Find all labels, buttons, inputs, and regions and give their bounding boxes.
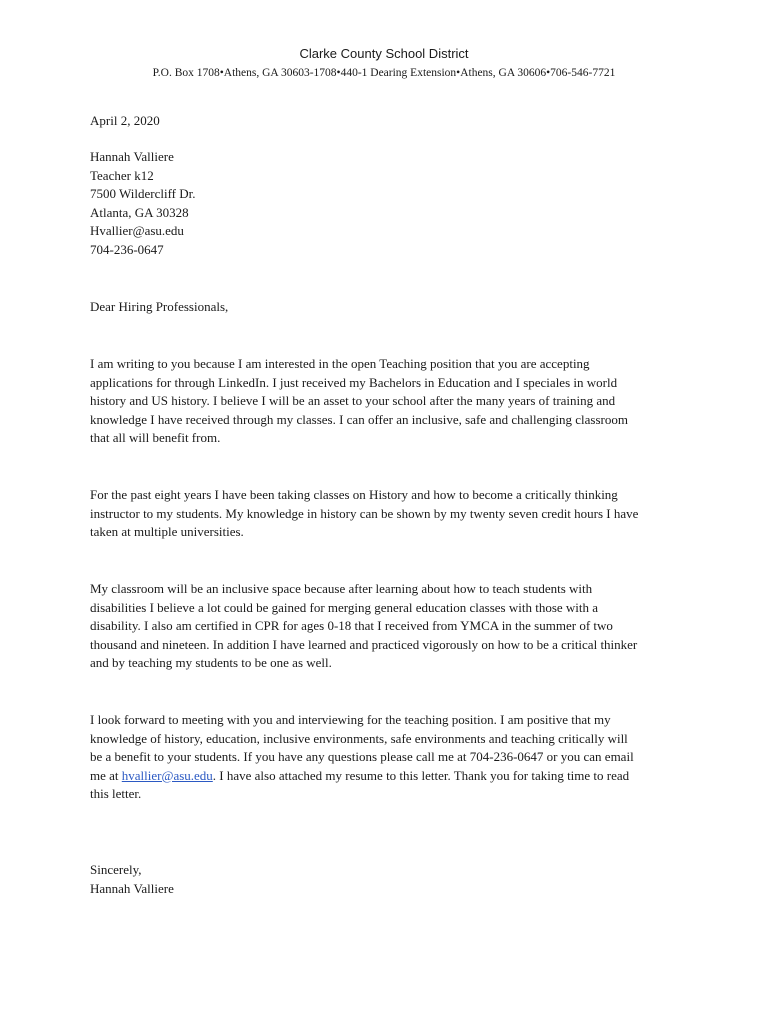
- paragraph-line: thousand and nineteen. In addition I have learned and practiced vigorously on how to be a critical thinker: [90, 636, 638, 652]
- paragraph-line: My classroom will be an inclusive space because after learning about how to teach students with: [90, 581, 593, 596]
- email-link[interactable]: hvallier@asu.edu: [121, 767, 213, 783]
- paragraph-line: be a benefit to your students. If you have any questions please call me at 704-236-0647 or you can email: [90, 749, 634, 764]
- paragraph-line: disabilities I believe a lot could be gained for merging general education classes with those with a: [90, 599, 599, 615]
- paragraph-line: this letter.: [90, 786, 142, 801]
- letterhead-address: P.O. Box 1708•Athens, GA 30603-1708•440-1 Dearing Extension•Athens, GA 30606•706-546-7721: [152, 67, 616, 79]
- paragraph-classroom: [90, 580, 690, 673]
- paragraph-line: taken at multiple universities.: [90, 524, 244, 539]
- paragraph-line: that all will benefit from.: [90, 430, 221, 445]
- paragraph-experience: [90, 486, 690, 542]
- paragraph-line: instructor to my students. My knowledge in history can be shown by my twenty seven credit hours I have: [90, 505, 639, 521]
- paragraph-line: I look forward to meeting with you and interviewing for the teaching position. I am positive that my: [90, 712, 611, 727]
- paragraph-line: disability. I also am certified in CPR for ages 0-18 that I received from YMCA in the summer of two: [90, 618, 613, 633]
- sender-street: 7500 Wildercliff Dr.: [90, 186, 196, 201]
- sender-email: Hvallier@asu.edu: [90, 223, 184, 238]
- paragraph-line: applications for through LinkedIn. I just received my Bachelors in Education and I speciales in world: [90, 374, 618, 390]
- signature-name: Hannah Valliere: [90, 880, 174, 896]
- valediction: Sincerely,: [90, 862, 142, 877]
- text-fragment: me at: [90, 767, 122, 783]
- paragraph-line-with-link: [90, 767, 690, 786]
- paragraph-closing: [90, 711, 690, 804]
- salutation: Dear Hiring Professionals,: [90, 299, 229, 314]
- letterhead-title: Clarke County School District: [299, 46, 469, 61]
- paragraph-line: knowledge of history, education, inclusive environments, safe environments and teaching critically will: [90, 730, 628, 746]
- sender-name: Hannah Valliere: [90, 149, 174, 164]
- sender-phone: 704-236-0647: [90, 241, 164, 257]
- letter-date: April 2, 2020: [90, 113, 160, 128]
- sender-city-state: Atlanta, GA 30328: [90, 204, 189, 220]
- paragraph-line: For the past eight years I have been taking classes on History and how to become a critically thinking: [90, 487, 618, 502]
- paragraph-line: history and US history. I believe I will be an asset to your school after the many years of training and: [90, 393, 616, 408]
- paragraph-line: knowledge I have received through my classes. I can offer an inclusive, safe and challenging classroom: [90, 411, 628, 427]
- text-fragment: . I have also attached my resume to this letter. Thank you for taking time to read: [212, 767, 630, 783]
- closing-block: [90, 861, 690, 898]
- paragraph-intro: [90, 355, 690, 448]
- sender-address-block: [90, 148, 690, 259]
- paragraph-line: I am writing to you because I am interested in the open Teaching position that you are accepting: [90, 356, 590, 371]
- sender-title: Teacher k12: [90, 167, 154, 183]
- paragraph-line: and by teaching my students to be one as well.: [90, 655, 332, 670]
